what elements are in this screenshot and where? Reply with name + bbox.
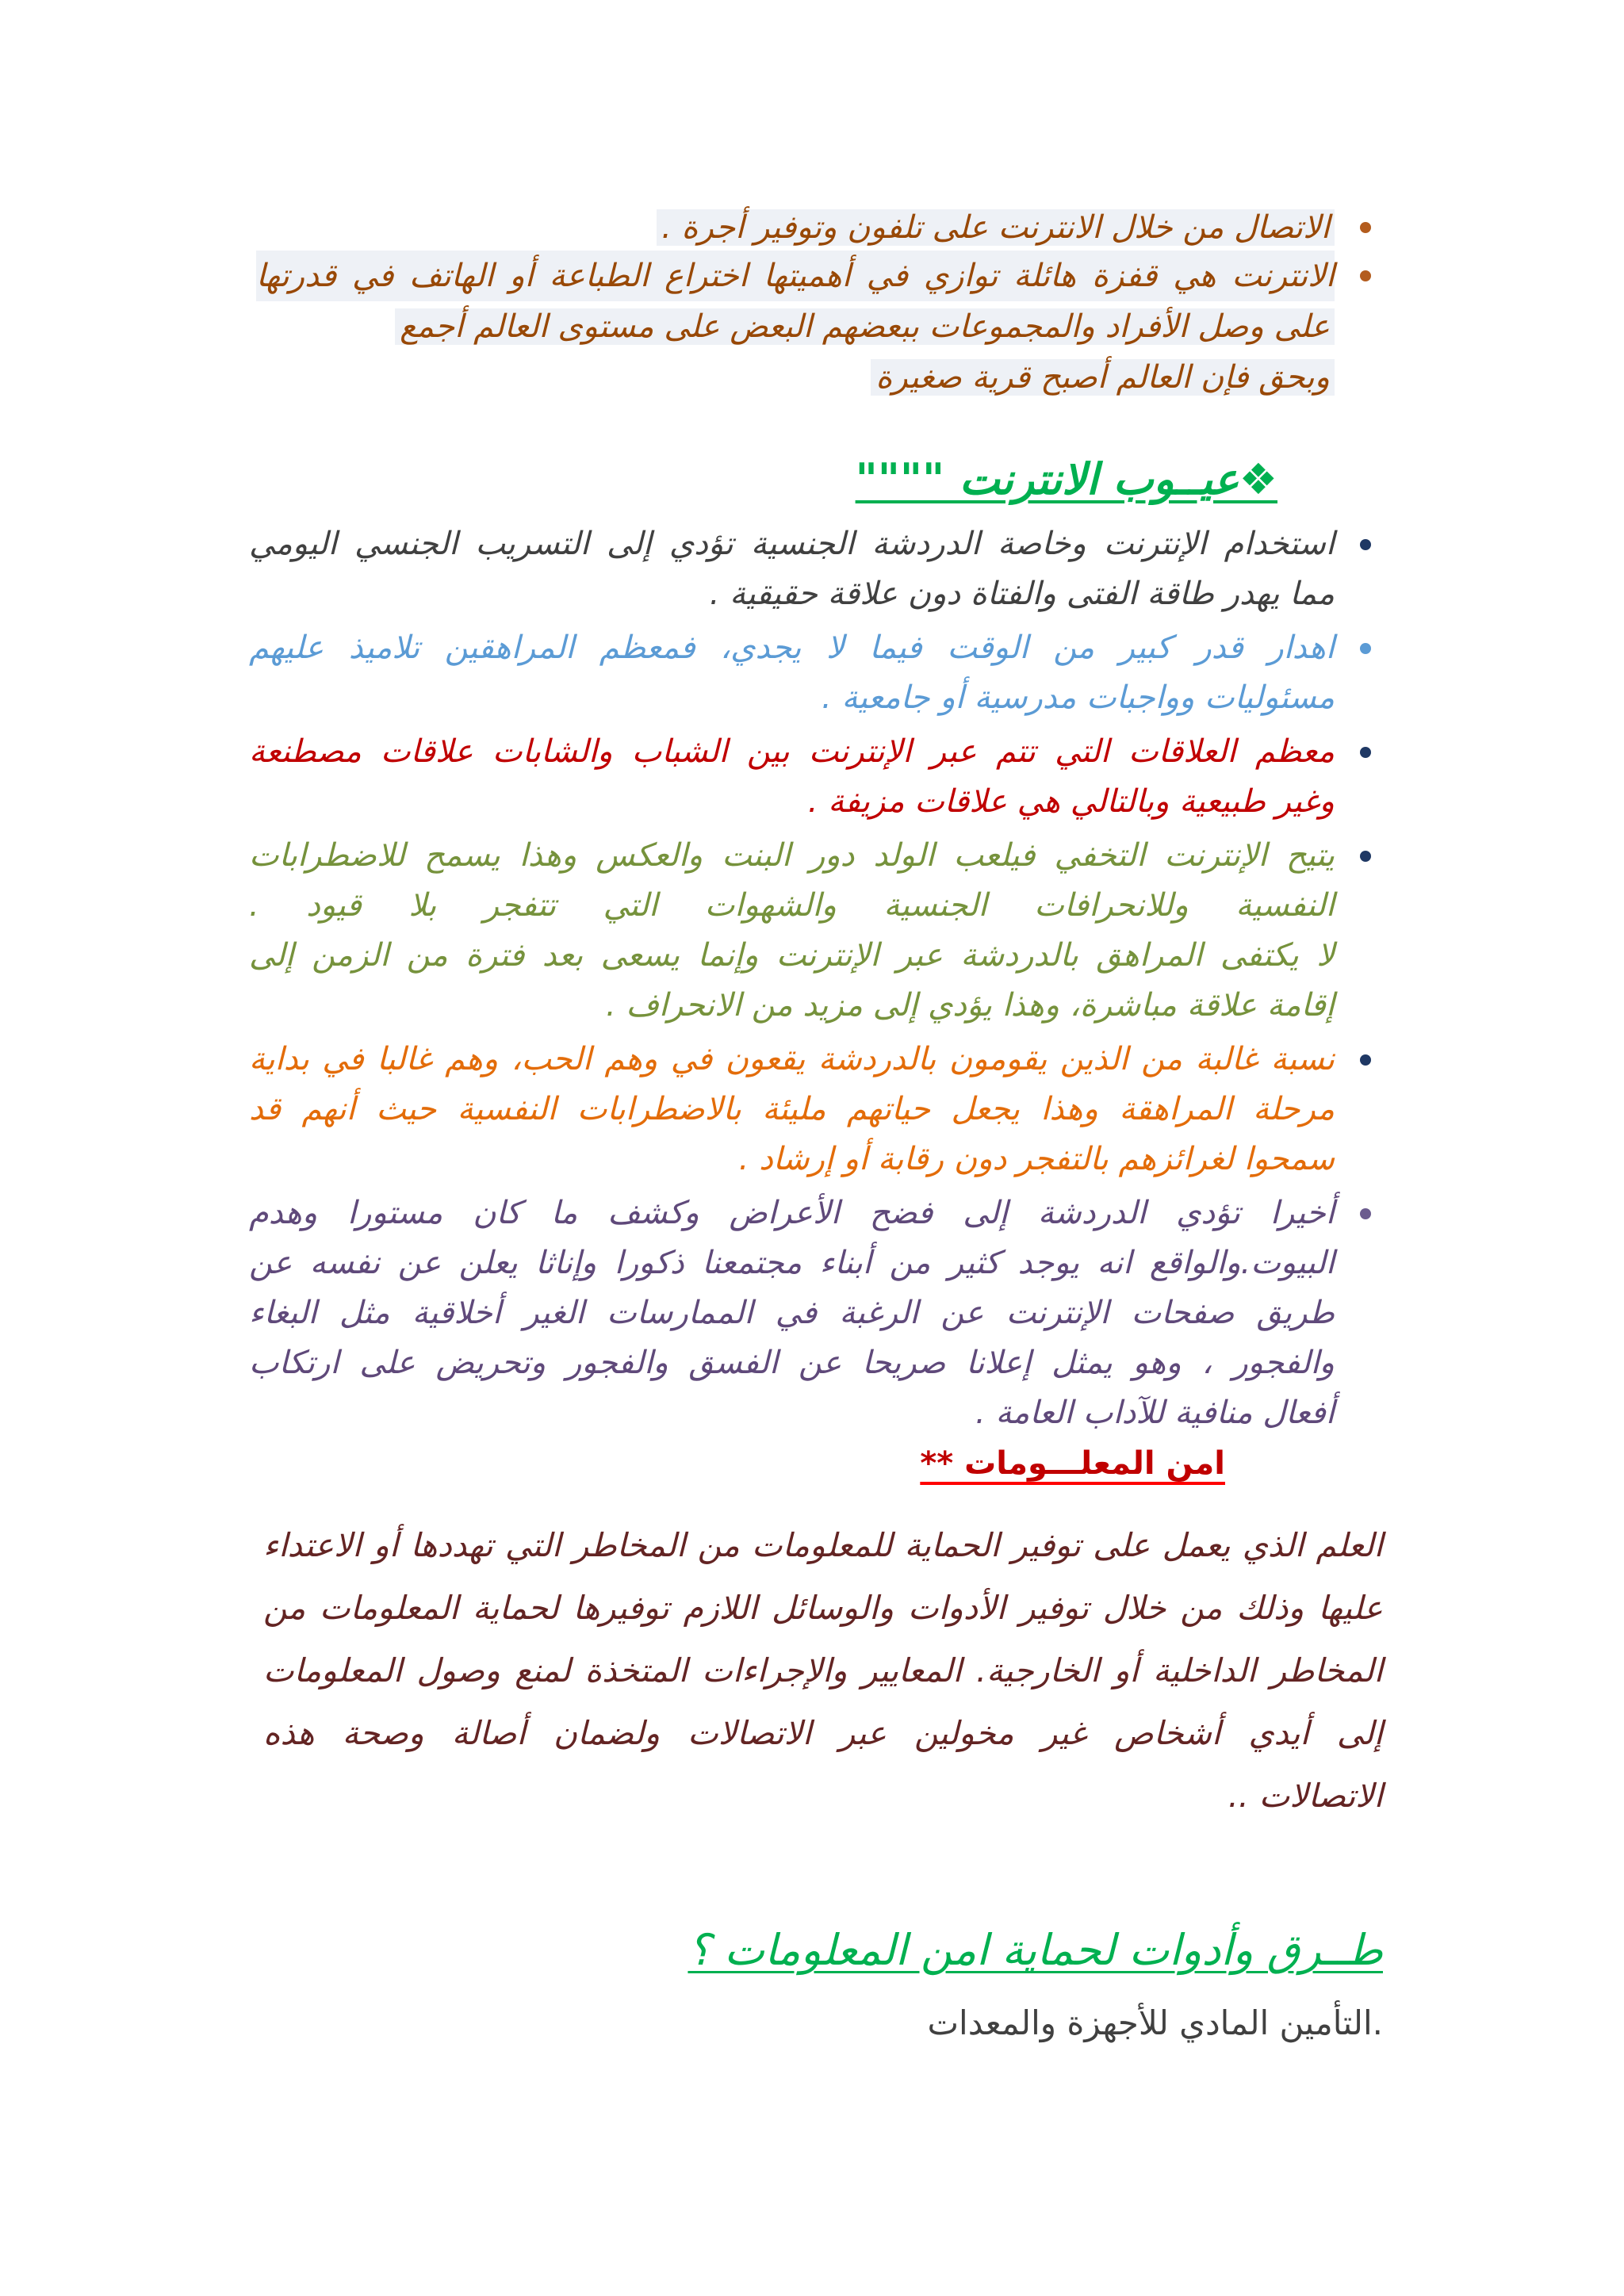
bullet-icon (1360, 643, 1371, 654)
list-item (249, 1188, 1335, 1438)
item-line: أفعال منافية للآداب العامة . (975, 1395, 1335, 1431)
item-line: مما يهدر طاقة الفتى والفتاة دون علاقة حقيقية . (709, 576, 1335, 612)
item-line: أخيرا تؤدي الدردشة إلى فضح الأعراض وكشف ما كان مستورا وهدم (249, 1195, 1335, 1231)
paragraph-line: الاتصالات .. (1228, 1777, 1383, 1815)
item-line: وغير طبيعية وبالتالي هي علاقات مزيفة . (807, 783, 1335, 820)
item-line: طريق صفحات الإنترنت عن الرغبة في الممارسات الغير أخلاقية مثل البغاء (249, 1295, 1335, 1331)
paragraph-line: المخاطر الداخلية أو الخارجية. المعايير والإجراءات المتخذة لمنع وصول المعلومات (263, 1651, 1383, 1689)
bullet-icon (1360, 222, 1371, 233)
list-item (249, 519, 1335, 619)
item-line: مرحلة المراهقة وهذا يجعل حياتهم مليئة بالاضطرابات النفسية حيث أنهم قد (249, 1091, 1335, 1127)
bullet-icon (1360, 539, 1371, 550)
intro-line: وبحق فإن العالم أصبح قرية صغيرة (871, 359, 1335, 396)
drawbacks-heading: ❖عيــوب الانترنت """" (855, 454, 1277, 504)
intro-line: على وصل الأفراد والمجموعات ببعضهم البعض على مستوى العالم أجمع (395, 308, 1335, 345)
paragraph-line: عليها وذلك من خلال توفير الأدوات والوسائل اللازم توفيرها لحماية المعلومات من (263, 1589, 1383, 1627)
item-line: سمحوا لغرائزهم بالتفجر دون رقابة أو إرشاد . (738, 1141, 1335, 1177)
item-line: إقامة علاقة مباشرة، وهذا يؤدي إلى مزيد من الانحراف . (606, 987, 1335, 1024)
item-line: لا يكتفى المراهق بالدردشة عبر الإنترنت وإنما يسعى بعد فترة من الزمن إلى (249, 937, 1335, 974)
bullet-icon (1360, 851, 1371, 862)
paragraph-line: إلى أيدي أشخاص غير مخولين عبر الاتصالات ولضمان أصالة وصحة هذه (263, 1714, 1383, 1752)
list-item (249, 727, 1335, 827)
list-item (249, 623, 1335, 723)
methods-heading: طــرق وأدوات لحماية امن المعلومات ؟ (688, 1925, 1383, 1975)
item-line: اهدار قدر كبير من الوقت فيما لا يجدي، فمعظم المراهقين تلاميذ عليهم (249, 629, 1335, 666)
list-item (249, 831, 1335, 1031)
methods-first-item: التأمين المادي للأجهزة والمعدات. (927, 2003, 1383, 2042)
infosec-paragraph (263, 1514, 1383, 1827)
list-item (256, 205, 1335, 251)
infosec-heading: امن المعلـــومات ** (920, 1445, 1225, 1482)
item-line: استخدام الإنترنت وخاصة الدردشة الجنسية تؤدي إلى التسريب الجنسي اليومي (249, 526, 1335, 562)
intro-line: الانترنت هي قفزة هائلة توازي في أهميتها اختراع الطباعة أو الهاتف في قدرتها (256, 251, 1335, 301)
intro-list (256, 205, 1335, 403)
bullet-icon (1360, 1208, 1371, 1219)
bullet-icon (1360, 270, 1371, 281)
item-line: مسئوليات وواجبات مدرسية أو جامعية . (822, 679, 1335, 716)
list-item (256, 251, 1335, 403)
item-line: البيوت.والواقع انه يوجد كثير من أبناء مجتمعنا ذكورا وإناثا يعلن عن نفسه عن (249, 1245, 1335, 1281)
intro-line: الاتصال من خلال الانترنت على تلفون وتوفير أجرة . (657, 209, 1335, 246)
drawbacks-list (249, 519, 1335, 1442)
item-line: يتيح الإنترنت التخفي فيلعب الولد دور البنت والعكس وهذا يسمح للاضطرابات (249, 837, 1335, 874)
item-line: والفجور ، وهو يمثل إعلانا صريحا عن الفسق والفجور وتحريض على ارتكاب (249, 1345, 1335, 1381)
list-item (249, 1035, 1335, 1184)
item-line: نسبة غالبة من الذين يقومون بالدردشة يقعون في وهم الحب، وهم غالبا في بداية (249, 1041, 1335, 1077)
bullet-icon (1360, 1054, 1371, 1066)
paragraph-line: العلم الذي يعمل على توفير الحماية للمعلومات من المخاطر التي تهددها أو الاعتداء (263, 1526, 1383, 1564)
item-line: معظم العلاقات التي تتم عبر الإنترنت بين الشباب والشابات علاقات مصطنعة (249, 733, 1335, 770)
item-line: النفسية وللانحرافات الجنسية والشهوات التي تتفجر بلا قيود . (249, 887, 1335, 924)
bullet-icon (1360, 747, 1371, 758)
